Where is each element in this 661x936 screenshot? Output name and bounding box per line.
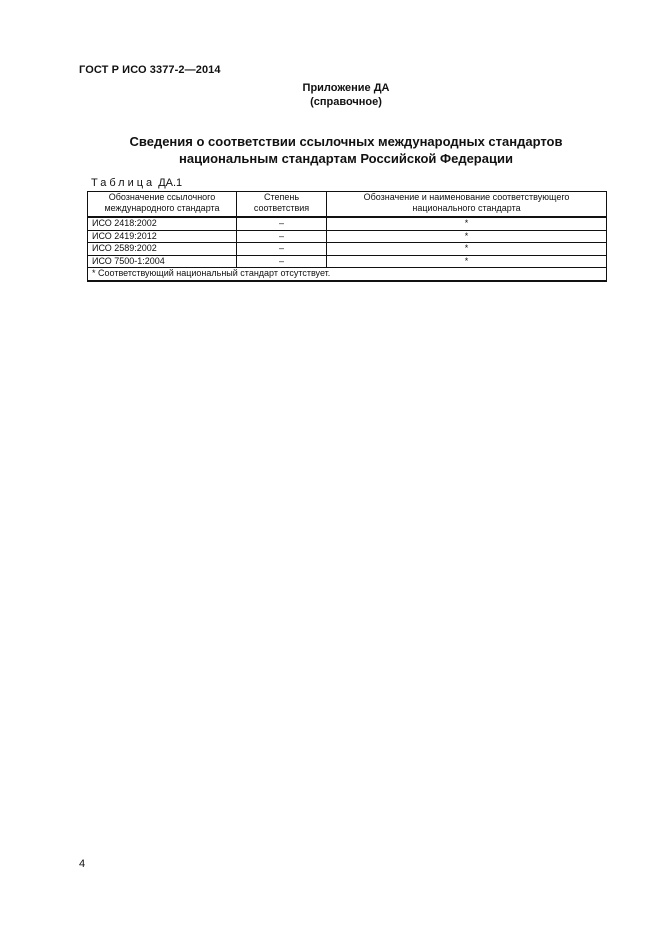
section-title-line-2: национальным стандартам Российской Федерации (179, 151, 513, 166)
cell-international-standard: ИСО 7500-1:2004 (88, 255, 237, 268)
cell-national-standard: * (327, 230, 607, 243)
table-caption-number: ДА.1 (158, 177, 183, 189)
table-footnote-row (88, 268, 607, 282)
cell-national-standard: * (327, 255, 607, 268)
annex-title: Приложение ДА (302, 82, 390, 94)
column-header-national-standard: Обозначение и наименование соответствующего национального стандарта (327, 192, 607, 218)
table-row (88, 230, 607, 243)
page-number: 4 (79, 858, 86, 870)
cell-national-standard: * (327, 217, 607, 230)
correspondence-table (87, 191, 607, 282)
annex-subtitle: (справочное) (310, 96, 382, 108)
cell-international-standard: ИСО 2589:2002 (88, 243, 237, 256)
table-row (88, 255, 607, 268)
cell-degree: – (237, 217, 327, 230)
table-row (88, 243, 607, 256)
cell-international-standard: ИСО 2418:2002 (88, 217, 237, 230)
section-title (0, 133, 661, 167)
cell-international-standard: ИСО 2419:2012 (88, 230, 237, 243)
cell-degree: – (237, 243, 327, 256)
table-caption-word: Таблица (91, 177, 156, 189)
table-row (88, 217, 607, 230)
cell-degree: – (237, 255, 327, 268)
column-header-degree: Степень соответствия (237, 192, 327, 218)
section-title-line-1: Сведения о соответствии ссылочных международных стандартов (129, 134, 563, 149)
cell-national-standard: * (327, 243, 607, 256)
table-footnote: * Соответствующий национальный стандарт отсутствует. (88, 268, 607, 282)
standard-code: ГОСТ Р ИСО 3377-2—2014 (79, 64, 221, 76)
column-header-international-standard: Обозначение ссылочного международного стандарта (88, 192, 237, 218)
cell-degree: – (237, 230, 327, 243)
table-caption (91, 177, 182, 189)
table-header-row (88, 192, 607, 218)
